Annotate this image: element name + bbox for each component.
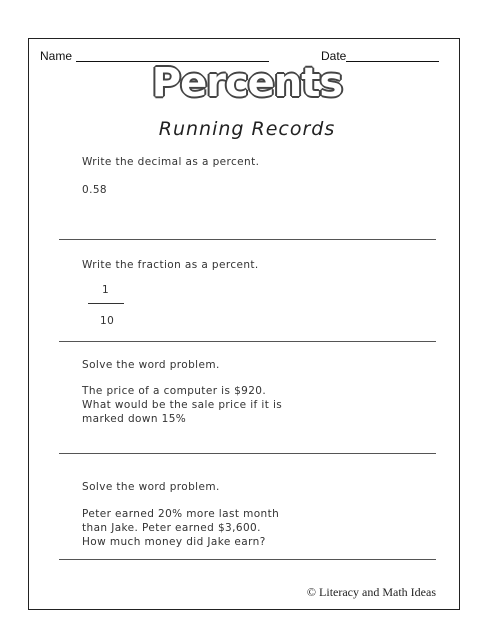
problem-3-line: The price of a computer is $920.	[82, 385, 267, 397]
page-title: Percents	[151, 60, 343, 106]
problem-4-line: Peter earned 20% more last month	[82, 508, 280, 520]
problem-4-line: How much money did Jake earn?	[82, 536, 266, 548]
problem-1-value: 0.58	[82, 184, 107, 196]
problem-3-prompt: Solve the word problem.	[82, 359, 220, 371]
fraction-numerator: 1	[102, 284, 110, 296]
problem-4-prompt: Solve the word problem.	[82, 481, 220, 493]
fraction-bar	[88, 303, 124, 304]
separator	[59, 453, 436, 454]
problem-1-prompt: Write the decimal as a percent.	[82, 156, 260, 168]
date-label: Date	[321, 49, 347, 63]
problem-3-line: What would be the sale price if it is	[82, 399, 283, 411]
separator	[59, 341, 436, 342]
page-subtitle: Running Records	[158, 118, 336, 140]
fraction-denominator: 10	[100, 315, 115, 327]
separator	[59, 239, 436, 240]
name-label: Name	[40, 49, 73, 63]
problem-2-prompt: Write the fraction as a percent.	[82, 259, 259, 271]
separator	[59, 559, 436, 560]
copyright-footer: © Literacy and Math Ideas	[306, 585, 436, 599]
problem-4-line: than Jake. Peter earned $3,600.	[82, 522, 261, 534]
problem-3-line: marked down 15%	[82, 413, 187, 425]
